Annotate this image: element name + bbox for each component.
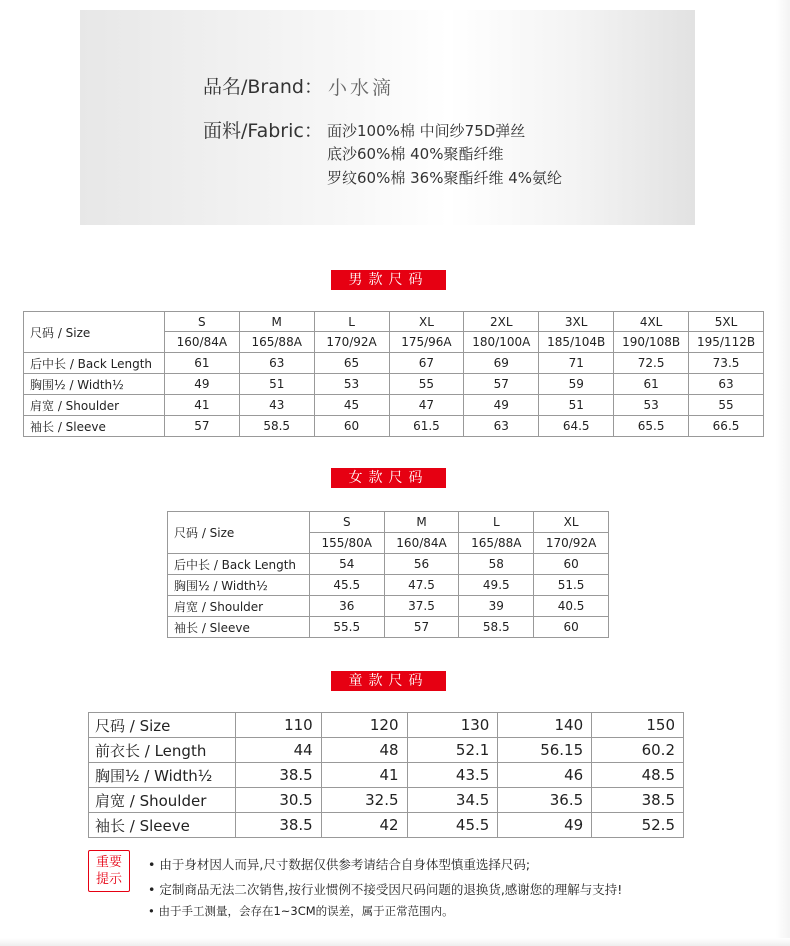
- value-cell: 44: [235, 738, 321, 763]
- kids-size-table: [88, 712, 684, 838]
- value-cell: 55: [389, 374, 464, 395]
- table-row: [89, 763, 684, 788]
- badge-line: 提示: [95, 872, 122, 887]
- table-row: [24, 312, 764, 332]
- fabric-line: 底沙60%棉 40%聚酯纤维: [327, 145, 504, 163]
- spec-cell: 195/112B: [689, 332, 764, 353]
- size-cell: L: [314, 312, 389, 332]
- table-row: [168, 512, 609, 533]
- value-cell: 63: [464, 416, 539, 437]
- value-cell: 58.5: [459, 617, 534, 638]
- value-cell: 63: [689, 374, 764, 395]
- value-cell: 73.5: [689, 353, 764, 374]
- value-cell: 36.5: [498, 788, 592, 813]
- value-cell: 36: [309, 596, 384, 617]
- value-cell: 53: [314, 374, 389, 395]
- value-cell: 51.5: [534, 575, 609, 596]
- table-row: [89, 813, 684, 838]
- fabric-line: 面沙100%棉 中间纱75D弹丝: [327, 122, 526, 140]
- note-item: • 由于身材因人而异,尺寸数据仅供参考请结合自身体型慎重选择尺码;: [148, 857, 531, 872]
- value-cell: 58.5: [239, 416, 314, 437]
- value-cell: 72.5: [614, 353, 689, 374]
- row-label: 袖长 / Sleeve: [24, 416, 165, 437]
- value-cell: 60.2: [592, 738, 684, 763]
- spec-cell: 190/108B: [614, 332, 689, 353]
- value-cell: 150: [592, 713, 684, 738]
- row-label: 胸围½ / Width½: [168, 575, 310, 596]
- table-row: [168, 554, 609, 575]
- spec-cell: 165/88A: [239, 332, 314, 353]
- size-cell: S: [164, 312, 239, 332]
- note-item: • 由于手工测量，会存在1~3CM的误差，属于正常范围内。: [148, 904, 454, 918]
- value-cell: 55.5: [309, 617, 384, 638]
- table-row: [168, 596, 609, 617]
- value-cell: 55: [689, 395, 764, 416]
- spec-cell: 170/92A: [314, 332, 389, 353]
- value-cell: 39: [459, 596, 534, 617]
- size-cell: 3XL: [539, 312, 614, 332]
- value-cell: 54: [309, 554, 384, 575]
- value-cell: 32.5: [321, 788, 407, 813]
- value-cell: 130: [407, 713, 498, 738]
- value-cell: 38.5: [235, 813, 321, 838]
- spec-cell: 185/104B: [539, 332, 614, 353]
- value-cell: 41: [164, 395, 239, 416]
- table-row: [24, 353, 764, 374]
- value-cell: 45.5: [309, 575, 384, 596]
- value-cell: 57: [464, 374, 539, 395]
- spec-cell: 170/92A: [534, 533, 609, 554]
- table-row: [168, 617, 609, 638]
- value-cell: 45.5: [407, 813, 498, 838]
- value-cell: 46: [498, 763, 592, 788]
- size-cell: M: [239, 312, 314, 332]
- value-cell: 69: [464, 353, 539, 374]
- row-label: 袖长 / Sleeve: [168, 617, 310, 638]
- badge-line: 重要: [95, 855, 122, 870]
- size-cell: L: [459, 512, 534, 533]
- important-notice-badge: [88, 850, 130, 892]
- table-row: [89, 713, 684, 738]
- kids-size-title: 童款尺码: [331, 671, 446, 691]
- value-cell: 61: [164, 353, 239, 374]
- value-cell: 38.5: [235, 763, 321, 788]
- value-cell: 38.5: [592, 788, 684, 813]
- value-cell: 67: [389, 353, 464, 374]
- value-cell: 59: [539, 374, 614, 395]
- value-cell: 53: [614, 395, 689, 416]
- row-label: 后中长 / Back Length: [168, 554, 310, 575]
- spec-cell: 175/96A: [389, 332, 464, 353]
- page-edge: [776, 0, 790, 946]
- value-cell: 42: [321, 813, 407, 838]
- value-cell: 56.15: [498, 738, 592, 763]
- value-cell: 51: [539, 395, 614, 416]
- spec-cell: 155/80A: [309, 533, 384, 554]
- row-label: 袖长 / Sleeve: [89, 813, 236, 838]
- men-size-table: [23, 311, 764, 437]
- value-cell: 60: [314, 416, 389, 437]
- note-item: • 定制商品无法二次销售,按行业惯例不接受因尺码问题的退换货,感谢您的理解与支持!: [148, 882, 623, 897]
- table-row: [89, 788, 684, 813]
- value-cell: 61: [614, 374, 689, 395]
- value-cell: 49.5: [459, 575, 534, 596]
- value-cell: 56: [384, 554, 459, 575]
- size-cell: S: [309, 512, 384, 533]
- row-label: 肩宽 / Shoulder: [89, 788, 236, 813]
- brand-value: 小水滴: [328, 77, 395, 99]
- value-cell: 47: [389, 395, 464, 416]
- value-cell: 49: [498, 813, 592, 838]
- value-cell: 71: [539, 353, 614, 374]
- value-cell: 34.5: [407, 788, 498, 813]
- value-cell: 47.5: [384, 575, 459, 596]
- page-bottom-edge: [0, 938, 790, 946]
- size-cell: XL: [389, 312, 464, 332]
- table-row: [168, 575, 609, 596]
- row-label: 胸围½ / Width½: [24, 374, 165, 395]
- value-cell: 49: [464, 395, 539, 416]
- value-cell: 48.5: [592, 763, 684, 788]
- value-cell: 60: [534, 617, 609, 638]
- product-info-panel: [80, 10, 695, 225]
- row-label: 后中长 / Back Length: [24, 353, 165, 374]
- size-cell: M: [384, 512, 459, 533]
- table-row: [24, 416, 764, 437]
- value-cell: 57: [384, 617, 459, 638]
- value-cell: 64.5: [539, 416, 614, 437]
- row-label: 尺码 / Size: [89, 713, 236, 738]
- fabric-label: 面料/Fabric：: [203, 120, 323, 142]
- spec-cell: 160/84A: [164, 332, 239, 353]
- value-cell: 61.5: [389, 416, 464, 437]
- value-cell: 65.5: [614, 416, 689, 437]
- size-cell: XL: [534, 512, 609, 533]
- value-cell: 63: [239, 353, 314, 374]
- value-cell: 66.5: [689, 416, 764, 437]
- fabric-line: 罗纹60%棉 36%聚酯纤维 4%氨纶: [327, 169, 563, 187]
- spec-cell: 180/100A: [464, 332, 539, 353]
- men-size-title: 男款尺码: [331, 270, 446, 290]
- spec-cell: 160/84A: [384, 533, 459, 554]
- value-cell: 52.5: [592, 813, 684, 838]
- size-header: 尺码 / Size: [24, 312, 165, 353]
- value-cell: 51: [239, 374, 314, 395]
- value-cell: 140: [498, 713, 592, 738]
- size-cell: 4XL: [614, 312, 689, 332]
- value-cell: 120: [321, 713, 407, 738]
- value-cell: 65: [314, 353, 389, 374]
- row-label: 胸围½ / Width½: [89, 763, 236, 788]
- value-cell: 49: [164, 374, 239, 395]
- value-cell: 43: [239, 395, 314, 416]
- table-row: [24, 374, 764, 395]
- value-cell: 45: [314, 395, 389, 416]
- size-cell: 5XL: [689, 312, 764, 332]
- size-cell: 2XL: [464, 312, 539, 332]
- value-cell: 57: [164, 416, 239, 437]
- value-cell: 110: [235, 713, 321, 738]
- row-label: 肩宽 / Shoulder: [168, 596, 310, 617]
- size-header: 尺码 / Size: [168, 512, 310, 554]
- value-cell: 60: [534, 554, 609, 575]
- spec-cell: 165/88A: [459, 533, 534, 554]
- value-cell: 37.5: [384, 596, 459, 617]
- value-cell: 41: [321, 763, 407, 788]
- table-row: [24, 395, 764, 416]
- value-cell: 43.5: [407, 763, 498, 788]
- value-cell: 52.1: [407, 738, 498, 763]
- value-cell: 40.5: [534, 596, 609, 617]
- value-cell: 48: [321, 738, 407, 763]
- brand-label: 品名/Brand：: [203, 76, 323, 98]
- row-label: 肩宽 / Shoulder: [24, 395, 165, 416]
- women-size-title: 女款尺码: [331, 468, 446, 488]
- value-cell: 58: [459, 554, 534, 575]
- women-size-table: [167, 511, 609, 638]
- row-label: 前衣长 / Length: [89, 738, 236, 763]
- table-row: [89, 738, 684, 763]
- value-cell: 30.5: [235, 788, 321, 813]
